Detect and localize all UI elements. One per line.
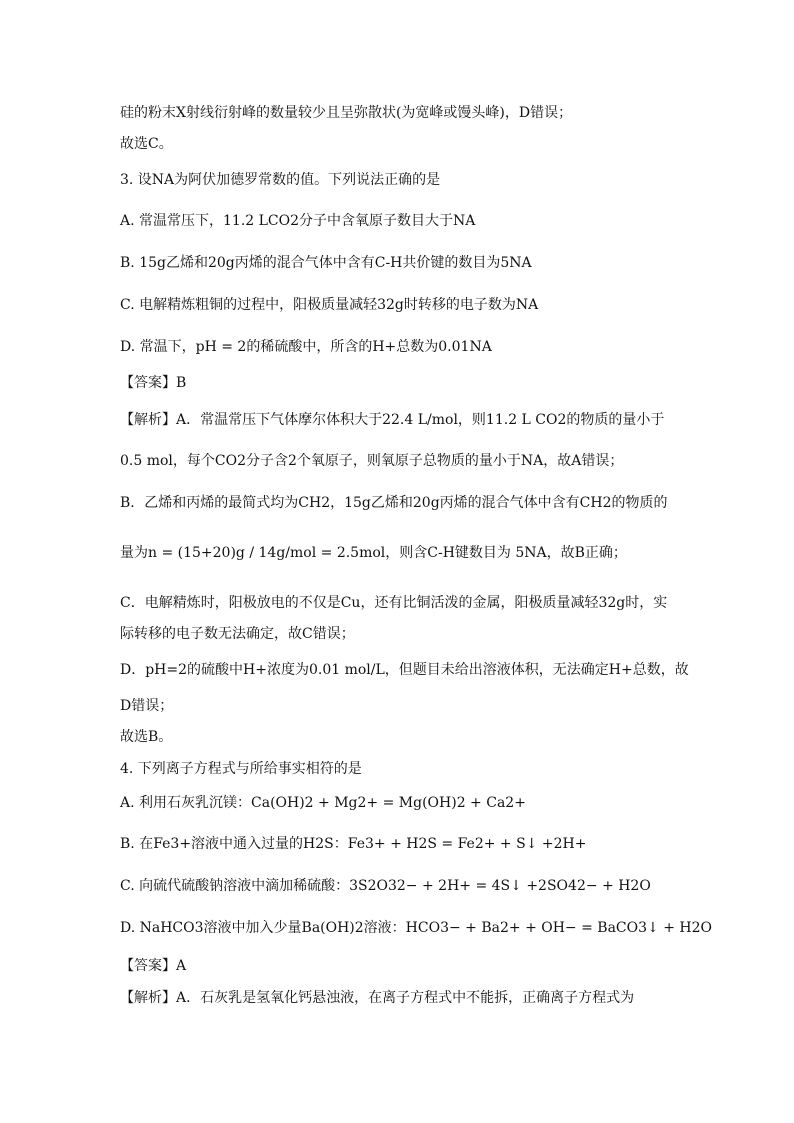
- question-4-answer: 【答案】A: [120, 958, 187, 974]
- question-3-option-b: B. 15g乙烯和20g丙烯的混合气体中含有C-H共价键的数目为5NA: [120, 255, 532, 271]
- question-3-conclusion: 故选B。: [120, 729, 173, 745]
- question-4-option-a: A. 利用石灰乳沉镁：Ca(OH)2 + Mg2+ = Mg(OH)2 + Ca2+: [120, 795, 526, 811]
- question-3-analysis-formula: 量为n = (15+20)g / 14g/mol = 2.5mol，则含C-H键数目为 5NA，故B正确；: [120, 545, 627, 561]
- question-3-analysis: 际转移的电子数无法确定，故C错误；: [120, 626, 355, 642]
- question-4-stem: 4. 下列离子方程式与所给事实相符的是: [120, 761, 362, 777]
- text-line: 硅的粉末X射线衍射峰的数量较少且呈弥散状(为宽峰或馒头峰)，D错误；: [120, 105, 573, 121]
- question-3-answer: 【答案】B: [120, 375, 187, 391]
- question-3-option-d: D. 常温下，pH = 2的稀硫酸中，所含的H+总数为0.01NA: [120, 339, 492, 355]
- question-3-analysis: C．电解精炼时，阳极放电的不仅是Cu，还有比铜活泼的金属，阳极质量减轻32g时，实: [120, 595, 668, 611]
- question-3-analysis: D．pH=2的硫酸中H+浓度为0.01 mol/L，但题目未给出溶液体积，无法确定H+总数，故: [120, 662, 689, 678]
- question-3-analysis: 0.5 mol，每个CO2分子含2个氧原子，则氧原子总物质的量小于NA，故A错误；: [120, 453, 624, 469]
- question-3-option-c: C. 电解精炼粗铜的过程中，阳极质量减轻32g时转移的电子数为NA: [120, 297, 539, 313]
- question-3-analysis: 【解析】A．常温常压下气体摩尔体积大于22.4 L/mol，则11.2 L CO2的物质的量小于: [120, 412, 665, 428]
- question-4-analysis: 【解析】A．石灰乳是氢氧化钙悬浊液，在离子方程式中不能拆，正确离子方程式为: [120, 990, 635, 1006]
- text-line: 故选C。: [120, 136, 173, 152]
- question-4-option-b: B. 在Fe3+溶液中通入过量的H2S：Fe3+ + H2S = Fe2+ + S↓ +2H+: [120, 836, 587, 852]
- question-3-stem: 3. 设NA为阿伏加德罗常数的值。下列说法正确的是: [120, 172, 441, 188]
- question-4-option-c: C. 向硫代硫酸钠溶液中滴加稀硫酸：3S2O32− + 2H+ = 4S↓ +2SO42− + H2O: [120, 878, 651, 894]
- question-3-analysis: B．乙烯和丙烯的最简式均为CH2，15g乙烯和20g丙烯的混合气体中含有CH2的物质的: [120, 495, 668, 511]
- question-3-analysis: D错误；: [120, 698, 174, 714]
- question-4-option-d: D. NaHCO3溶液中加入少量Ba(OH)2溶液：HCO3− + Ba2+ + OH− = BaCO3↓ + H2O: [120, 920, 712, 936]
- question-3-option-a: A. 常温常压下，11.2 LCO2分子中含氧原子数目大于NA: [120, 213, 476, 229]
